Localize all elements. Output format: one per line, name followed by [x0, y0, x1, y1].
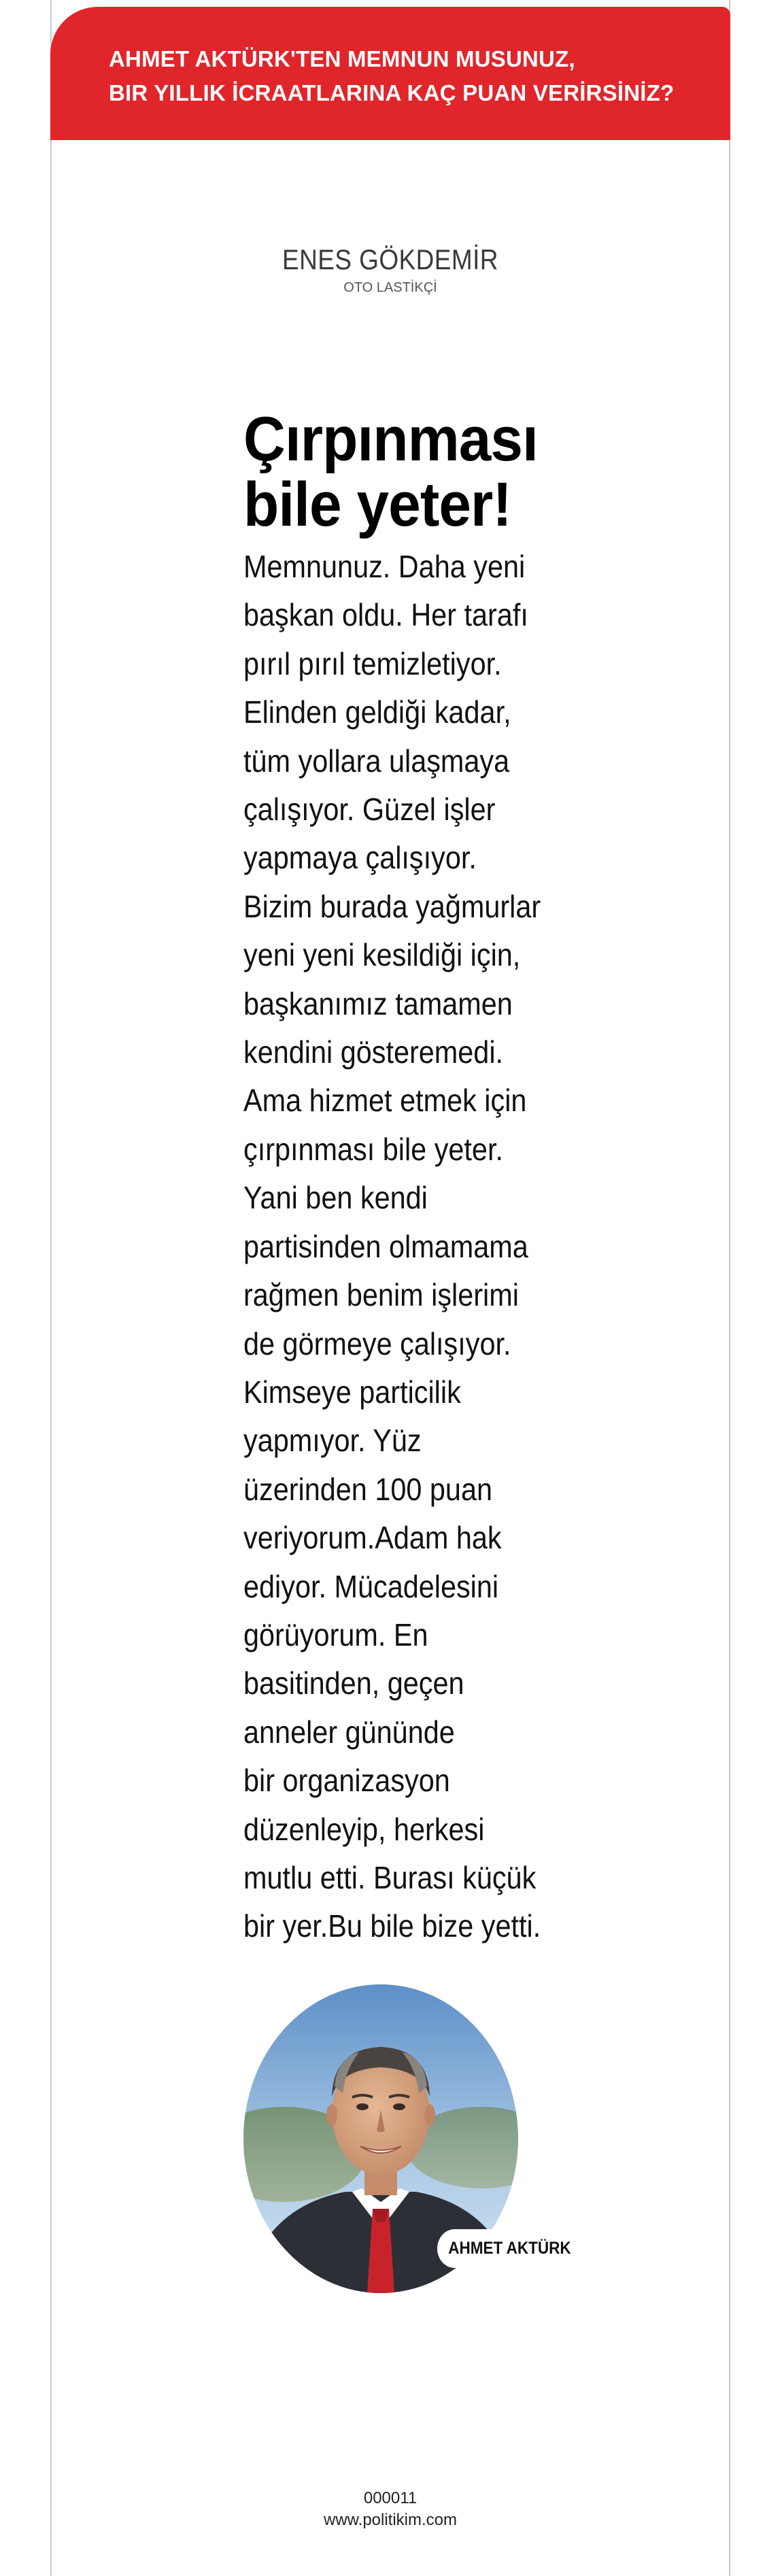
article-body-line: Kimseye particilik: [243, 1374, 461, 1410]
question-line-2: BIR YILLIK İCRAATLARINA KAÇ PUAN VERİRSİNİZ?: [109, 80, 675, 105]
article-body-line: çalışıyor. Güzel işler: [243, 792, 496, 828]
article-body-line: bir organizasyon: [243, 1763, 450, 1799]
respondent-name: ENES GÖKDEMİR: [282, 243, 498, 275]
question-banner: [50, 7, 730, 140]
article-body-line: partisinden olmamama: [243, 1228, 528, 1264]
headline-line-1: Çırpınması: [243, 405, 538, 474]
article-body-line: Elinden geldiği kadar,: [243, 694, 511, 730]
article-body-line: veriyorum.Adam hak: [243, 1520, 502, 1556]
article-body-line: anneler gününde: [243, 1714, 455, 1750]
article: [243, 407, 624, 1951]
article-body-line: Yani ben kendi: [243, 1180, 428, 1216]
article-body-line: bir yer.Bu bile bize yetti.: [243, 1908, 541, 1944]
article-body-line: Memnunuz. Daha yeni: [243, 549, 526, 584]
website-link[interactable]: www.politikim.com: [323, 2511, 458, 2529]
article-body-line: tüm yollara ulaşmaya: [243, 743, 510, 779]
article-body-line: pırıl pırıl temizletiyor.: [243, 645, 502, 681]
article-body-line: düzenleyip, herkesi: [243, 1811, 485, 1847]
article-body-line: de görmeye çalışıyor.: [243, 1325, 511, 1361]
article-body-line: kendini gösteremedi.: [243, 1034, 504, 1070]
article-body-line: başkan oldu. Her tarafı: [243, 597, 528, 633]
page-code: 000011: [363, 2489, 418, 2507]
article-body-line: Ama hizmet etmek için: [243, 1083, 527, 1119]
article-body-line: çırpınması bile yeter.: [243, 1131, 503, 1167]
headline-line-2: bile yeter!: [243, 470, 511, 539]
article-body-line: üzerinden 100 puan: [243, 1471, 493, 1507]
article-body-line: rağmen benim işlerimi: [243, 1277, 519, 1313]
respondent-occupation: OTO LASTİKÇİ: [343, 280, 437, 295]
article-body-line: yapmaya çalışıyor.: [243, 840, 477, 876]
article-body-line: basitinden, geçen: [243, 1665, 464, 1701]
article-body-line: mutlu etti. Burası küçük: [243, 1859, 537, 1895]
portrait-caption: AHMET AKTÜRK: [437, 2229, 582, 2268]
article-body-line: görüyorum. En: [243, 1616, 428, 1653]
portrait-block: [243, 1984, 571, 2293]
headline: [243, 407, 598, 537]
article-body-line: yapmıyor. Yüz: [243, 1423, 422, 1459]
article-body-line: Bizim burada yağmurlar: [243, 888, 541, 924]
article-body-line: ediyor. Mücadelesini: [243, 1568, 499, 1604]
respondent-block: [50, 242, 730, 296]
article-body-line: yeni yeni kesildiği için,: [243, 937, 521, 973]
article-body-line: başkanımız tamamen: [243, 985, 513, 1021]
footer: [50, 2488, 730, 2531]
article-body: [243, 543, 624, 1951]
question-line-1: AHMET AKTÜRK'TEN MEMNUN MUSUNUZ,: [109, 46, 575, 71]
